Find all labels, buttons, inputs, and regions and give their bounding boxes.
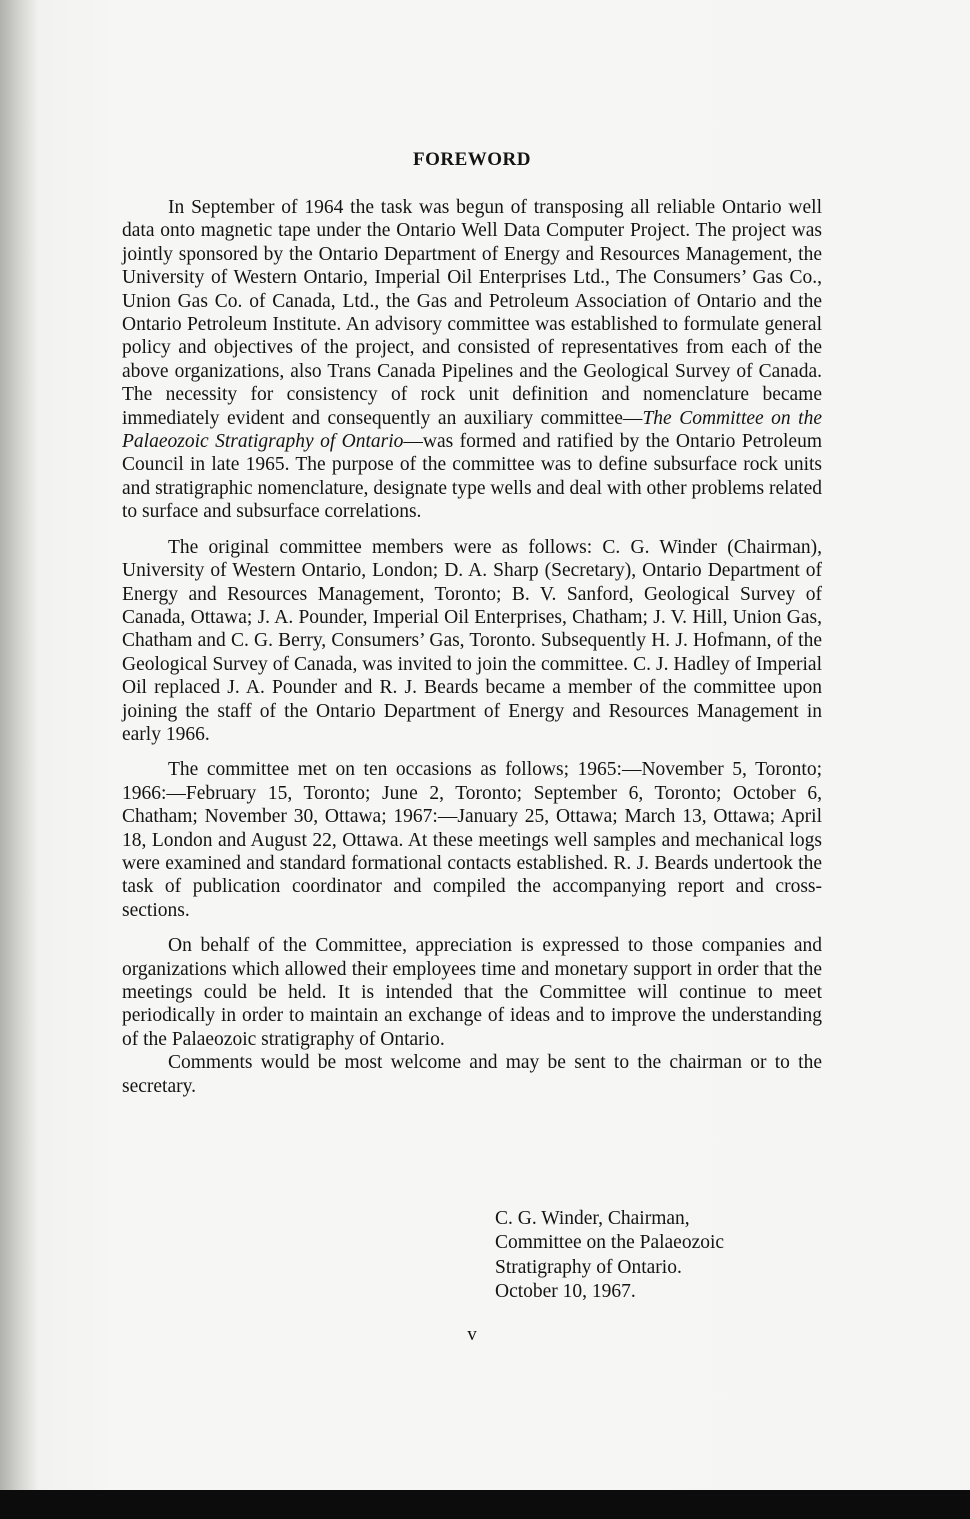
signature-line-2: Committee on the Palaeozoic: [495, 1232, 725, 1254]
paragraph-1: [122, 196, 822, 524]
paragraph-1-after: —was formed and ratified by the Ontario Petroleum Council in late 1965. The purpose of the committee was to define subsurface rock units and stratigraphic nomenclature, designate type wells and deal with other problems related to surface and subsurface correlations.: [122, 431, 822, 523]
signature-line-4: October 10, 1967.: [495, 1280, 636, 1302]
paragraph-5: Comments would be most welcome and may be sent to the chairman or to the secretary.: [122, 1052, 822, 1097]
signature-line-3: Stratigraphy of Ontario.: [495, 1256, 682, 1278]
committee-name-italic: The Committee on the Palaeozoic Stratigraphy of Ontario: [122, 407, 822, 453]
page-number: v: [467, 1324, 477, 1345]
signature-line-1: C. G. Winder, Chairman,: [495, 1208, 690, 1229]
binding-shadow: [0, 0, 38, 1519]
scan-edge-band: [0, 1490, 970, 1519]
paragraph-4: On behalf of the Committee, appreciation is expressed to those companies and organizations which allowed their employees time and monetary support in order that the meetings could be held. It is intended that the Committee will continue to meet periodically in order to maintain an exchange of ideas and to improve the understanding of the Palaeozoic stratigraphy of Ontario.: [122, 935, 822, 1050]
signature-block: [495, 1207, 825, 1304]
paragraph-2: The original committee members were as follows: C. G. Winder (Chairman), University of Western Ontario, London; D. A. Sharp (Secretary), Ontario Department of Energy and Resources Management, Toronto; B. V. Sanford, Geological Survey of Canada, Ottawa; J. A. Pounder, Imperial Oil Enterprises, Chatham; J. V. Hill, Union Gas, Chatham and C. G. Berry, Consumers’ Gas, Toronto. Subsequently H. J. Hofmann, of the Geological Survey of Canada, was invited to join the committee. C. J. Hadley of Imperial Oil replaced J. A. Pounder and R. J. Beards became a member of the committee upon joining the staff of the Ontario Department of Energy and Resources Management in early 1966.: [122, 536, 822, 745]
page-title: FOREWORD: [413, 149, 531, 170]
paragraph-3: The committee met on ten occasions as follows; 1965:—November 5, Toronto; 1966:—February 15, Toronto; June 2, Toronto; September 6, Toronto; October 6, Chatham; November 30, Ottawa; 1967:—January 25, Ottawa; March 13, Ottawa; April 18, London and August 22, Ottawa. At these meetings well samples and mechanical logs were examined and standard formational contacts established. R. J. Beards undertook the task of publication coordinator and compiled the accompanying report and cross-sections.: [122, 759, 822, 921]
paragraph-1-before: In September of 1964 the task was begun of transposing all reliable Ontario well data onto magnetic tape under the Ontario Well Data Computer Project. The project was jointly sponsored by the Ontario Department of Energy and Resources Management, the University of Western Ontario, Imperial Oil Enterprises Ltd., The Consumers’ Gas Co., Union Gas Co. of Canada, Ltd., the Gas and Petroleum Association of Ontario and the Ontario Petroleum Institute. An advisory committee was established to formulate general policy and objectives of the project, and consisted of representatives from each of the above organizations, also Trans Canada Pipelines and the Geological Survey of Canada. The necessity for consistency of rock unit definition and nomenclature became immediately evident and consequently an auxiliary committee—: [122, 197, 822, 429]
foreword-body: [122, 196, 822, 1098]
